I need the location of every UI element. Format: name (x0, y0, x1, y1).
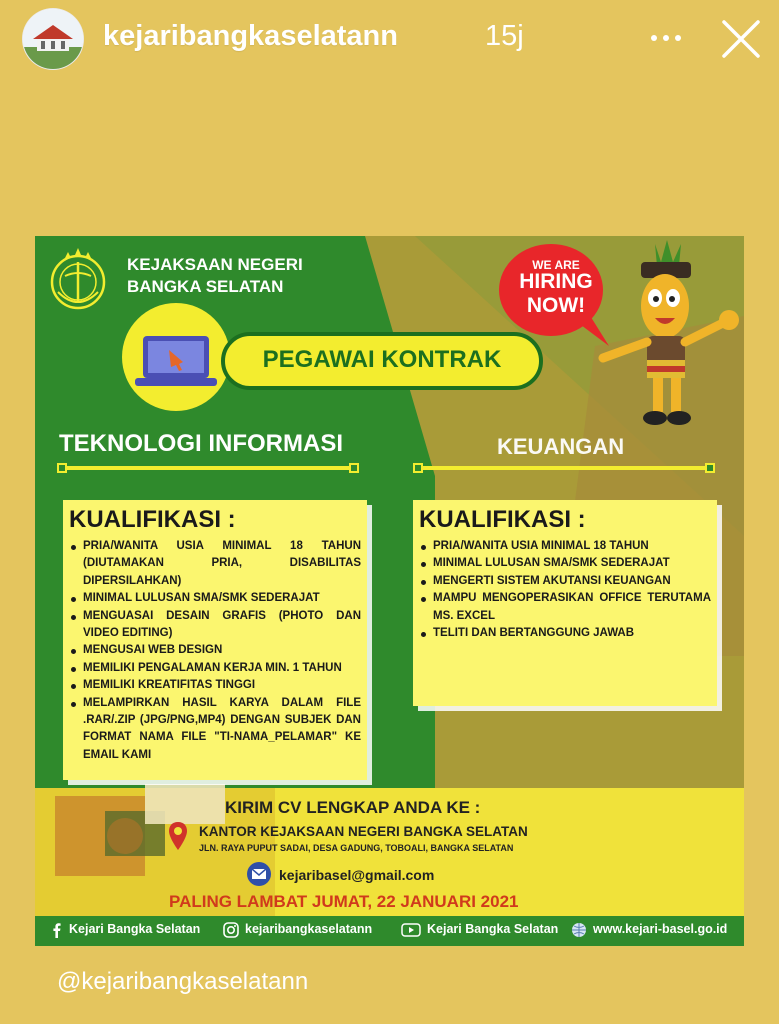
list-item: MINIMAL LULUSAN SMA/SMK SEDERAJAT (419, 555, 711, 572)
list-item: MELAMPIRKAN HASIL KARYA DALAM FILE .RAR/.ZIP (JPG/PNG,MP4) DENGAN SUBJEK DAN FORMAT NAMA FILE "TI-NAMA_PELAMAR" KE EMAIL KAMI (69, 695, 361, 765)
poster-title: PEGAWAI KONTRAK (262, 346, 502, 373)
hiring-small-text: WE ARE (532, 258, 580, 272)
office-name: KANTOR KEJAKSAAN NEGERI BANGKA SELATAN (199, 824, 528, 839)
story-time: 15j (485, 20, 524, 52)
list-item: MEMILIKI PENGALAMAN KERJA MIN. 1 TAHUN (69, 660, 361, 677)
list-item: TELITI DAN BERTANGGUNG JAWAB (419, 625, 711, 642)
ti-qualification-title: KUALIFIKASI : (69, 506, 236, 533)
office-address: JLN. RAYA PUPUT SADAI, DESA GADUNG, TOBOALI, BANGKA SELATAN (199, 843, 514, 853)
ti-divider-left-end (57, 463, 67, 473)
mention-caption[interactable]: @kejaribangkaselatann (57, 968, 309, 995)
hiring-line1: HIRING (519, 270, 593, 293)
ti-divider (63, 466, 359, 470)
story-header (0, 0, 779, 80)
list-item: MAMPU MENGOPERASIKAN OFFICE TERUTAMA MS. EXCEL (419, 590, 711, 625)
list-item: MENGUASAI DESAIN GRAFIS (PHOTO DAN VIDEO EDITING) (69, 608, 361, 643)
globe-icon (571, 922, 587, 938)
deadline-text: PALING LAMBAT JUMAT, 22 JANUARI 2021 (169, 892, 519, 911)
kejaksaan-logo (41, 242, 115, 316)
youtube-icon (401, 922, 421, 938)
contact-email: kejaribasel@gmail.com (279, 867, 435, 883)
send-cv-title: KIRIM CV LENGKAP ANDA KE : (225, 798, 481, 817)
instagram-icon (223, 922, 239, 938)
list-item: PRIA/WANITA USIA MINIMAL 18 TAHUN (419, 538, 711, 555)
org-name-line2: BANGKA SELATAN (127, 277, 284, 296)
location-pin-icon (169, 822, 187, 850)
ti-requirement-list (69, 538, 361, 764)
keuangan-qualification-title: KUALIFIKASI : (419, 506, 586, 533)
hiring-big-text (511, 270, 601, 318)
pineapple-mascot (595, 236, 744, 436)
list-item: MENGUSAI WEB DESIGN (69, 642, 361, 659)
footer-youtube: Kejari Bangka Selatan (427, 922, 559, 936)
more-horizontal-icon[interactable] (648, 20, 684, 56)
list-item: MEMILIKI KREATIFITAS TINGGI (69, 677, 361, 694)
org-name-line1: KEJAKSAAN NEGERI (127, 255, 303, 274)
footer-facebook: Kejari Bangka Selatan (69, 922, 201, 936)
close-icon[interactable] (720, 18, 762, 60)
list-item: PRIA/WANITA USIA MINIMAL 18 TAHUN (DIUTAMAKAN PRIA, DISABILITAS DIPERSILAHKAN) (69, 538, 361, 590)
department-keuangan-heading: KEUANGAN (497, 434, 625, 459)
list-item: MENGERTI SISTEM AKUTANSI KEUANGAN (419, 573, 711, 590)
keuangan-qualification-card (413, 500, 717, 706)
hiring-poster (35, 236, 744, 946)
laptop-icon (121, 302, 231, 412)
ti-qualification-card (63, 500, 367, 780)
hiring-line2: NOW! (526, 294, 586, 317)
keuangan-divider (421, 466, 711, 470)
ti-divider-right-end (349, 463, 359, 473)
keuangan-divider-right-end (705, 463, 715, 473)
facebook-icon (49, 922, 65, 938)
keuangan-divider-left-end (413, 463, 423, 473)
organization-name (127, 254, 303, 298)
list-item: MINIMAL LULUSAN SMA/SMK SEDERAJAT (69, 590, 361, 607)
department-ti-heading: TEKNOLOGI INFORMASI (59, 430, 343, 457)
avatar[interactable] (22, 8, 84, 70)
keuangan-requirement-list (419, 538, 711, 642)
footer-website: www.kejari-basel.go.id (593, 922, 728, 936)
username[interactable]: kejaribangkaselatann (103, 20, 398, 52)
footer-instagram: kejaribangkaselatann (245, 922, 373, 936)
mail-icon (247, 862, 271, 886)
